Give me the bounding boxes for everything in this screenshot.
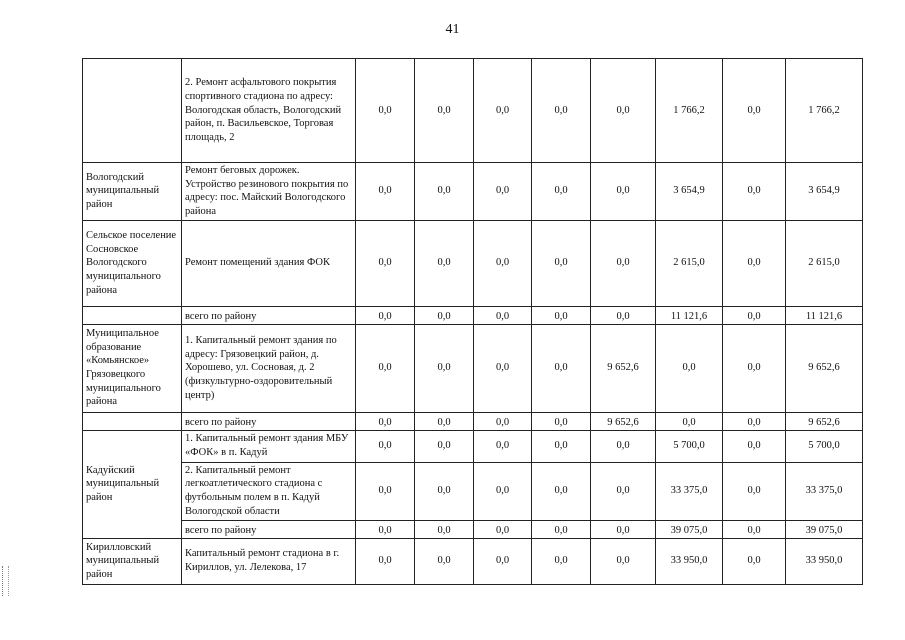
table-row: [83, 324, 863, 412]
total-value-cell: 5 700,0: [786, 430, 863, 462]
value-cell: 0,0: [474, 412, 532, 430]
value-cell: 0,0: [723, 462, 786, 520]
value-cell: 0,0: [474, 430, 532, 462]
value-cell: 9 652,6: [591, 412, 656, 430]
municipality-cell: Муниципальное образование «Комьянское» Грязовецкого муниципального района: [83, 324, 182, 412]
value-cell: 0,0: [356, 163, 415, 221]
value-cell: 0,0: [532, 462, 591, 520]
total-label: всего по району: [182, 520, 356, 538]
project-description: 1. Капитальный ремонт здания МБУ «ФОК» в п. Кадуй: [182, 430, 356, 462]
total-label: всего по району: [182, 306, 356, 324]
value-cell: 0,0: [723, 324, 786, 412]
table-row: [83, 462, 863, 520]
value-cell: 0,0: [532, 520, 591, 538]
value-cell: 0,0: [532, 430, 591, 462]
project-description: 2. Капитальный ремонт легкоатлетического стадиона с футбольным полем в п. Кадуй Вологодской области: [182, 462, 356, 520]
value-cell: 0,0: [474, 220, 532, 306]
value-cell: 0,0: [356, 520, 415, 538]
table-row: [83, 538, 863, 584]
value-cell: 0,0: [723, 520, 786, 538]
value-cell: 0,0: [591, 430, 656, 462]
total-value-cell: 1 766,2: [786, 59, 863, 163]
total-value-cell: 11 121,6: [786, 306, 863, 324]
value-cell: 0,0: [356, 220, 415, 306]
value-cell: 0,0: [723, 220, 786, 306]
value-cell: 0,0: [532, 538, 591, 584]
value-cell: 0,0: [474, 462, 532, 520]
municipality-cell: Вологодский муниципальный район: [83, 163, 182, 221]
value-cell: 0,0: [474, 163, 532, 221]
value-cell: 0,0: [474, 538, 532, 584]
value-cell: 3 654,9: [656, 163, 723, 221]
project-description: Ремонт беговых дорожек. Устройство резинового покрытия по адресу: пос. Майский Вологодского района: [182, 163, 356, 221]
district-total-row: [83, 306, 863, 324]
value-cell: 0,0: [415, 59, 474, 163]
value-cell: 0,0: [532, 220, 591, 306]
project-description: 2. Ремонт асфальтового покрытия спортивного стадиона по адресу: Вологодская область, Вологодский район, п. Васильевское, Торговая площадь, 2: [182, 59, 356, 163]
value-cell: 0,0: [723, 306, 786, 324]
total-value-cell: 33 375,0: [786, 462, 863, 520]
value-cell: 0,0: [415, 412, 474, 430]
table-row: [83, 163, 863, 221]
value-cell: 0,0: [474, 306, 532, 324]
value-cell: 0,0: [591, 462, 656, 520]
budget-table: [82, 58, 863, 585]
value-cell: 0,0: [723, 163, 786, 221]
project-description: Ремонт помещений здания ФОК: [182, 220, 356, 306]
value-cell: 0,0: [415, 306, 474, 324]
value-cell: 0,0: [356, 412, 415, 430]
value-cell: 0,0: [356, 462, 415, 520]
value-cell: 0,0: [656, 324, 723, 412]
empty-cell: [83, 412, 182, 430]
value-cell: 0,0: [591, 306, 656, 324]
value-cell: 0,0: [356, 538, 415, 584]
value-cell: 0,0: [415, 163, 474, 221]
value-cell: 0,0: [415, 430, 474, 462]
empty-cell: [83, 306, 182, 324]
value-cell: 39 075,0: [656, 520, 723, 538]
total-label: всего по району: [182, 412, 356, 430]
value-cell: 0,0: [656, 412, 723, 430]
total-value-cell: 39 075,0: [786, 520, 863, 538]
project-description: Капитальный ремонт стадиона в г. Кириллов, ул. Лелекова, 17: [182, 538, 356, 584]
value-cell: 0,0: [591, 59, 656, 163]
value-cell: 5 700,0: [656, 430, 723, 462]
municipality-cell: [83, 59, 182, 163]
value-cell: 0,0: [591, 520, 656, 538]
table-row: [83, 430, 863, 462]
value-cell: 0,0: [415, 324, 474, 412]
total-value-cell: 9 652,6: [786, 412, 863, 430]
value-cell: 0,0: [415, 220, 474, 306]
project-description: 1. Капитальный ремонт здания по адресу: Грязовецкий район, д. Хорошево, ул. Сосновая, д. 2 (физкультурно-оздоровительный центр): [182, 324, 356, 412]
value-cell: 0,0: [356, 430, 415, 462]
value-cell: 0,0: [415, 538, 474, 584]
value-cell: 0,0: [356, 59, 415, 163]
value-cell: 0,0: [356, 324, 415, 412]
value-cell: 0,0: [591, 220, 656, 306]
value-cell: 0,0: [415, 462, 474, 520]
municipality-cell: Кадуйский муниципальный район: [83, 430, 182, 538]
value-cell: 0,0: [356, 306, 415, 324]
value-cell: 0,0: [723, 430, 786, 462]
value-cell: 0,0: [591, 538, 656, 584]
total-value-cell: 2 615,0: [786, 220, 863, 306]
value-cell: 2 615,0: [656, 220, 723, 306]
value-cell: 0,0: [532, 324, 591, 412]
district-total-row: [83, 520, 863, 538]
value-cell: 0,0: [474, 324, 532, 412]
value-cell: 0,0: [474, 520, 532, 538]
value-cell: 0,0: [723, 538, 786, 584]
municipality-cell: Кирилловский муниципальный район: [83, 538, 182, 584]
total-value-cell: 33 950,0: [786, 538, 863, 584]
value-cell: 0,0: [723, 59, 786, 163]
value-cell: 0,0: [415, 520, 474, 538]
value-cell: 0,0: [723, 412, 786, 430]
value-cell: 9 652,6: [591, 324, 656, 412]
scan-margin-mark: [2, 566, 9, 596]
value-cell: 33 375,0: [656, 462, 723, 520]
municipality-cell: Сельское поселение Сосновское Вологодского муниципального района: [83, 220, 182, 306]
district-total-row: [83, 412, 863, 430]
total-value-cell: 3 654,9: [786, 163, 863, 221]
value-cell: 0,0: [532, 163, 591, 221]
value-cell: 11 121,6: [656, 306, 723, 324]
value-cell: 0,0: [532, 59, 591, 163]
value-cell: 33 950,0: [656, 538, 723, 584]
page-number: 41: [445, 22, 460, 37]
value-cell: 0,0: [532, 412, 591, 430]
value-cell: 1 766,2: [656, 59, 723, 163]
total-value-cell: 9 652,6: [786, 324, 863, 412]
table-row: [83, 220, 863, 306]
value-cell: 0,0: [591, 163, 656, 221]
value-cell: 0,0: [532, 306, 591, 324]
table-row: [83, 59, 863, 163]
value-cell: 0,0: [474, 59, 532, 163]
